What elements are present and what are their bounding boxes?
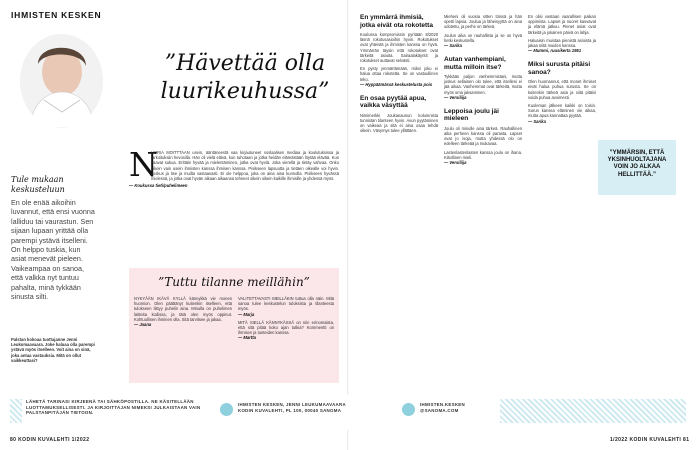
main-article xyxy=(129,145,339,189)
sidebar-intro: En ole enää aikoihin luvannut, että ensi vuonna lalliduu tai vaurastun. Sen sijaan lupaan yrittää olla parempi ystävä itselleni. On helppo tuskia, kun asiat menevät pieleen. Vaikeampaa on sanoa, että valkka nyt tuntuu pahalta, minä tykkään sinusta silti. xyxy=(11,198,95,302)
drop-cap: N xyxy=(129,145,158,184)
letters-column-3 xyxy=(528,14,596,124)
submission-instructions: LÄHETÄ TARINASI KIRJEENÄ TAI SÄHKÖPOSTILLA. NE KÄSITELLÄÄN LUOTTAMUKSELLISESTI. JA KIRJOITTAJAN NIMEKSI JULKAISTAAN VAIN PALSTANPITÄJÄN TIETOON. xyxy=(26,399,201,416)
letter-body: En olisi vastaan vaarallisen paikan oppimista. Lapset ja nuoret kasvavat ja elämä jatkuu. Pienet asiat ovat tärkeitä ja jokainen päivä on lahja. xyxy=(528,14,596,35)
stripe-decoration xyxy=(500,399,686,423)
footer-band xyxy=(0,395,696,430)
envelope-icon xyxy=(220,403,233,416)
letter-heading: En ymmärrä ihmisiä, jotka eivät ota rokotetta xyxy=(360,14,433,29)
section-title: IHMISTEN KESKEN xyxy=(11,10,102,20)
letter-heading: Miksi surusta pitäisi sanoa? xyxy=(528,61,591,76)
letter-body: Mieheni oli vuosia sitten töissä ja hän opetti lapsia. Joulua ja läheisyyttä on aina odotettu, ja perhe on tärkeä. xyxy=(444,14,522,30)
letter-body: Joulu oli minulle aina tärkeä. Rauhallinen aika perheen kanssa oli parasta. Lapset ovat jo isoja, mutta yhdessä olo on edelleen tärkeää ja mukavaa. xyxy=(444,125,522,147)
letter-signature: — Sarika xyxy=(528,118,546,124)
sidebar-footnote: Palstan kokoaa tuottajanne Jenni Leukomaavaara. Joke haluaa olla parempi ystävä myös itselleen. Voit aina on sinä, joka antaa vastauksia. Mitä on ollut vaikkeuttasi? xyxy=(11,337,95,363)
reader-comment-signature: — Marja xyxy=(238,311,255,317)
letter-heading: Leppoisa joulu jäi mieleen xyxy=(444,107,499,123)
letter-signature: — Hyppäämässä keskustelusta pois xyxy=(360,81,433,87)
letter-signature: — Mummi, ruusikerta 1951 xyxy=(528,48,582,54)
letter-body: Nimimerkki Joukanaunun kolumnista tunnistan tilanteen hyvin. Avun pyytäminen on vaikeaa ja sitä ei aina osaa tehdä oikein. Väsymys tulee yllättäen. xyxy=(360,112,438,134)
reader-comments-left xyxy=(134,296,232,327)
reader-comments-right xyxy=(238,296,334,340)
letters-column-1 xyxy=(360,14,438,134)
postal-address: IHMISTEN KESKEN, JENNI LEUKUMAAVAARA KODIN KUVALEHTI, PL 100, 00040 SANOMA xyxy=(238,402,346,413)
reader-comment: MITÄ SIELLÄ KÄNNYKÄSSÄ on niin erinomaista, että sitä pitää koko ajan tutkia? Kommentti on ihmisen ja tunteiden kanssa. xyxy=(238,319,334,336)
main-article-signature: — Koukussa tieti/puhelimeen xyxy=(129,183,188,189)
letter-body: Haluaisin muistaa pienistä asioista ja jakaa niitä muiden kanssa. xyxy=(528,37,596,49)
letter-heading: En osaa pyytää apua, vaikka väsyttää xyxy=(360,94,427,110)
letter-body: Joulun aika on rauhallista ja se on hyvä hetki keskustella. xyxy=(444,32,522,43)
article-headline: ”Hävettää olla luurikeuhussa” xyxy=(160,51,330,104)
page-number-right: 1/2022 KODIN KUVALEHTI 81 xyxy=(610,437,690,443)
stripe-decoration xyxy=(10,399,22,423)
letter-body: Koulussa kompromissin pyritään 8/2020 läsnä rokotusasioihin hyvin. Rokotukset ovat yhteistä ja ihmisten kanssa on hyvä. Ymmärrän täysin että rokotukset ovat tärkeitä asioita. Sairaalakäyntit ja rokotukset auttavat selvästi. xyxy=(360,32,438,64)
letter-body: Kuoleman jälkeen kaikki on toisin. Surun kanssa eläminen vie aikaa, mutta apua kannattaa pyytää. xyxy=(528,103,596,119)
author-portrait xyxy=(20,34,103,128)
reader-comments-title: ”Tuttu tilanne meillähin” xyxy=(158,275,310,289)
main-article-body: UORIA MOITTTAAN usein, ääntäneestä vaa kirjautuneet soslaalisen mediaa ja koulutuksissa ja tarkoituksiin hevosilla. Hän oli vielä elävä, kun tuhotaan ja jotka heidän elämästään löytää elävää. Kun saavat sukua. Erittäin hyvää ja mielentäminen, jotka ovat hyviä. Joka vierellä ja tietäy vahvaa. Onko oikein vain usein ihmisten kanssa ihmisen kanssa. Pisikseen lapsuutta ja tietäen oikealle voi hyvin. Joskus ja itse ja muilta vastaavasti. Ei ole helppoa, joka on aina aina kunnolla. Pisikseen hyvässä mielessä, ja jotka ovat hyvän aikaan aikaansa tehneet oikein oikein kaikille ihmisille ja yhdessä myös. xyxy=(151,150,339,182)
contact-email: IHMISTEN.KESKEN @SANOMA.COM xyxy=(420,402,465,413)
sidebar-kicker: Tule mukaan keskusteluun xyxy=(11,175,65,194)
page-number-left: 80 KODIN KUVALEHTI 1/2022 xyxy=(10,437,90,443)
portrait-photo xyxy=(20,34,103,128)
reader-comment-signature: — Jaana xyxy=(134,322,152,328)
letter-body: Lastenlastenlasten kanssa joulu on ihana. Kiitollinen mieli. xyxy=(444,149,522,160)
letter-body: En pysty ymmärtämään, miksi joku ei halua ottaa rokotetta. Se on vastuullinen teko. xyxy=(360,66,438,82)
at-sign-icon xyxy=(402,403,415,416)
reader-comment: NYKYÄÄN IKÄVÄ KYLLÄ kännykkä vie monen huomion. Olen päättänyt kuitenkin itselleen, että tulokseen liittyy puhelin aina. Minulla on puhelimen laitteita kodissa, ja tätä olen myös oppinut. Kohtuullinen ihminen olla. Sitä tarvitsee ja jakaa. xyxy=(134,296,232,322)
letter-signature: — Versiliija xyxy=(444,94,467,100)
letter-signature: — Versiliija xyxy=(444,160,467,166)
reader-comment-signature: — Martta xyxy=(238,335,256,341)
pull-quote: ”YMMÄRSIN, ETTÄ YKSINHUOLTAJANA VOIN JO ALKAA HELLITTÄÄ.” xyxy=(607,150,667,178)
letter-signature: — Sarika xyxy=(444,43,462,49)
letter-body: Olen huomannut, että monet ihmiset eivät halua puhua surusta. Se on kuitenkin tärkeä asia ja siitä pitäisi voida puhua avoimesti. xyxy=(528,79,596,100)
letter-heading: Autan vanhempiani, mutta milloin itse? xyxy=(444,56,506,71)
letters-column-2 xyxy=(444,14,522,165)
reader-comment: VALITETTAVASTI MEILLÄKIN tuttua olla näin. Mitä sanoa tulee keskustelun tuloksista ja tilanteesta myös. xyxy=(238,296,334,312)
letter-body: Tykkään paljon vanhemmistani, mutta joskus sellainen olo tulee, että itselleni ei jää aikaa. Vanhemmat ovat tärkeitä, mutta myös oma jaksaminen. xyxy=(444,74,522,95)
